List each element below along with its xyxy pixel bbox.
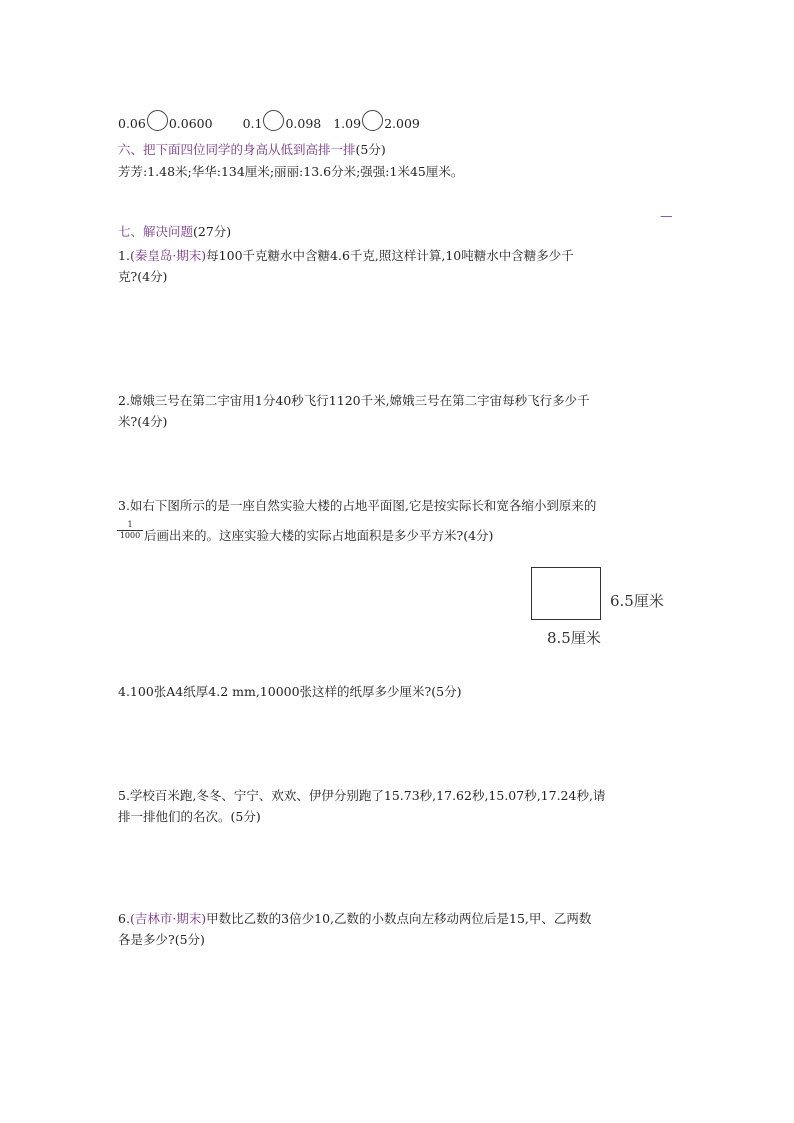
question-6-line-2: 各是多少?(5分) (118, 932, 205, 947)
section-6-score: (5分) (355, 142, 386, 157)
question-6-source: (吉林市·期末) (129, 911, 207, 926)
floor-plan-rectangle (531, 567, 601, 620)
compare-a-left: 0.06 (118, 116, 146, 131)
compare-b-left: 0.1 (242, 116, 263, 131)
question-1-line-2: 克?(4分) (118, 269, 168, 284)
question-2-line-1: 2.嫦娥三号在第二宇宙用1分40秒飞行1120千米,嫦娥三号在第二宇宙每秒飞行多少千 (118, 393, 590, 408)
question-6-line-1 (118, 909, 591, 927)
question-5-line-1: 5.学校百米跑,冬冬、宁宁、欢欢、伊伊分别跑了15.73秒,17.62秒,15.07秒,17.24秒,请 (118, 788, 606, 803)
section-6-content: 芳芳:1.48米;华华:134厘米;丽丽:13.6分米;强强:1米45厘米。 (118, 164, 464, 179)
question-1-source: (秦皇岛·期末) (129, 248, 207, 263)
question-1-line-1 (118, 246, 574, 264)
question-1-text: 每100千克糖水中含糖4.6千克,照这样计算,10吨糖水中含糖多少千 (206, 248, 574, 263)
question-6-text: 甲数比乙数的3倍少10,乙数的小数点向左移动两位后是15,甲、乙两数 (206, 911, 592, 926)
question-5-line-2: 排一排他们的名次。(5分) (118, 809, 261, 824)
question-4-line-1: 4.100张A4纸厚4.2 mm,10000张这样的纸厚多少厘米?(5分) (118, 684, 462, 699)
compare-a-right: 0.0600 (168, 116, 213, 131)
section-6-title: 六、把下面四位同学的身高从低到高排一排 (118, 142, 356, 157)
corner-mark: — (660, 208, 673, 223)
compare-b-right: 0.098 (285, 116, 322, 131)
section-7-title: 七、解决问题 (118, 224, 194, 239)
scale-fraction (117, 520, 143, 540)
width-label: 8.5厘米 (547, 629, 601, 647)
compare-circle-a[interactable] (147, 110, 168, 131)
section-7-score: (27分) (193, 224, 232, 239)
section-7-heading (118, 222, 231, 240)
question-2-line-2: 米?(4分) (118, 414, 168, 429)
question-3-line-2: 后画出来的。这座实验大楼的实际占地面积是多少平方米?(4分) (144, 528, 494, 543)
section-6-heading (118, 140, 386, 158)
compare-circle-c[interactable] (362, 110, 383, 131)
compare-c-left: 1.09 (333, 116, 362, 131)
compare-c-right: 2.009 (384, 116, 420, 131)
fraction-numerator: 1 (127, 520, 133, 529)
height-label: 6.5厘米 (610, 592, 664, 610)
question-1-number: 1. (118, 248, 130, 263)
fraction-denominator: 1000 (117, 530, 143, 540)
question-3-line-1: 3.如右下图所示的是一座自然实验大楼的占地平面图,它是按实际长和宽各缩小到原来的 (118, 498, 597, 513)
compare-row (118, 110, 420, 131)
question-6-number: 6. (118, 911, 130, 926)
compare-circle-b[interactable] (263, 110, 284, 131)
